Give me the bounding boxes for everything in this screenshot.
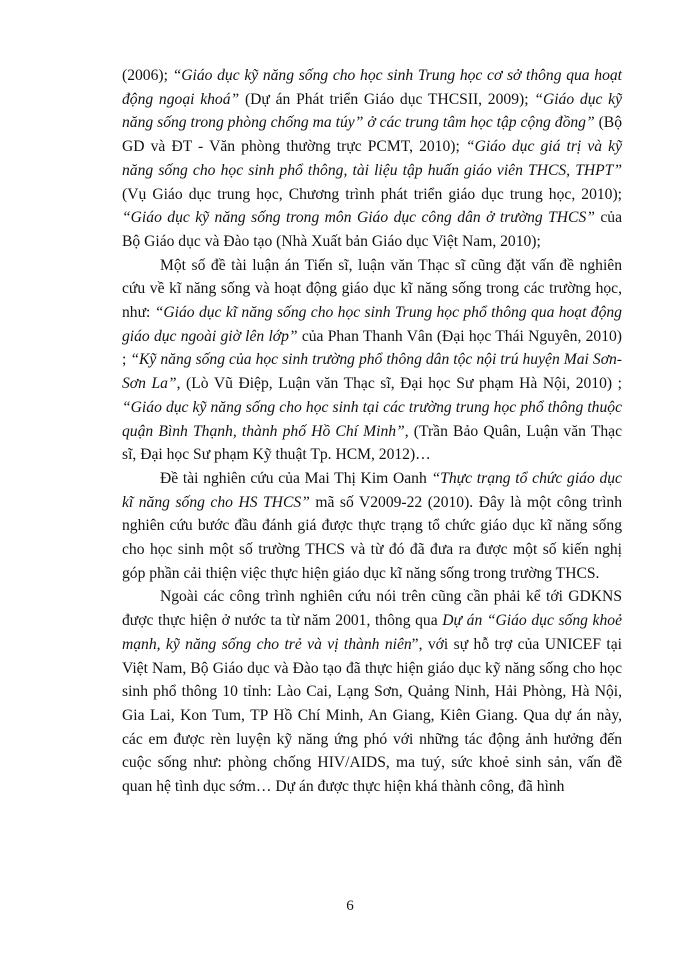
italic-text-run: “Giáo dục kỹ năng sống trong môn Giáo dục công dân ở trường THCS” <box>122 209 595 227</box>
italic-text-run: “Giáo dục kỹ năng sống trong phòng chống ma túy” ở các trung tâm học tập cộng đồng” <box>122 90 622 132</box>
italic-text-run: “Giáo dục giá trị và kỹ năng sống cho học sinh phổ thông, tài liệu tập huấn giáo viên THCS, THPT” <box>122 138 622 179</box>
text-run: (Bộ GD và ĐT - Văn phòng thường trực PCMT, 2010); <box>122 114 622 156</box>
paragraph <box>122 467 622 586</box>
paragraph <box>122 64 622 254</box>
paragraph <box>122 254 622 467</box>
italic-text-run: “Kỹ năng sống của học sinh trường phổ thông dân tộc nội trú huyện Mai Sơn- Sơn La” <box>122 351 623 393</box>
text-run: Đề tài nghiên cứu của Mai Thị Kim Oanh <box>160 469 432 487</box>
text-run: mã số V2009-22 (2010). Đây là một công trình nghiên cứu bước đầu đánh giá được thực trạng tổ chức giáo dục kĩ năng sống cho học sinh một số trường THCS và từ đó đã đưa ra được một số kiến nghị góp phần cải thiện việc thực hiện giáo dục kĩ năng sống trong trường THCS. <box>122 493 622 582</box>
italic-text-run: “Giáo dục kỹ năng sống cho học sinh tại các trường trung học phổ thông thuộc quận Bình Thạnh, thành phố Hồ Chí Minh” <box>122 398 622 440</box>
text-run: (2006); <box>122 67 173 84</box>
paragraph <box>122 585 622 798</box>
page-number: 6 <box>346 898 354 914</box>
body-text <box>122 64 622 799</box>
text-run: Ngoài các công trình nghiên cứu nói trên cũng cần phải kể tới GDKNS được thực hiện ở nước ta từ năm 2001, thông qua <box>122 588 622 630</box>
italic-text-run: Dự án “Giáo dục sống khoẻ mạnh, kỹ năng sống cho trẻ và vị thành niên <box>122 612 622 653</box>
text-run: của Bộ Giáo dục và Đào tạo (Nhà Xuất bản Giáo dục Việt Nam, 2010); <box>122 209 622 250</box>
text-run: của Phan Thanh Vân (Đại học Thái Nguyên, 2010) ; <box>122 327 622 369</box>
text-run: (Vụ Giáo dục trung học, Chương trình phát triển giáo dục trung học, 2010); <box>122 185 622 203</box>
text-run: ”, với sự hỗ trợ của UNICEF tại Việt Nam, Bộ Giáo dục và Đào tạo đã thực hiện giáo dục kỹ năng sống cho học sinh phổ thông 10 tỉnh: Lào Cai, Lạng Sơn, Quảng Ninh, Hải Phòng, Hà Nội, Gia Lai, Kon Tum, TP Hồ Chí Minh, An Giang, Kiên Giang. Qua dự án này, các em được rèn luyện kỹ năng ứng phó với những tác động ảnh hưởng đến cuộc sống như: phòng chống HIV/AIDS, ma tuý, sức khoẻ sinh sản, vấn đề quan hệ tình dục sớm… Dự án được thực hiện khá thành công, đã hình <box>122 635 622 796</box>
text-run: , (Trần Bảo Quân, Luận văn Thạc sĩ, Đại học Sư phạm Kỹ thuật Tp. HCM, 2012)… <box>122 422 622 464</box>
text-run: , (Lò Vũ Điệp, Luận văn Thạc sĩ, Đại học Sư phạm Hà Nội, 2010) ; <box>176 375 622 393</box>
italic-text-run: “Giáo dục kĩ năng sống cho học sinh Trung học phổ thông qua hoạt động giáo dục ngoài giờ lên lớp” <box>122 304 622 345</box>
text-run: (Dự án Phát triển Giáo dục THCSII, 2009); <box>239 90 535 108</box>
italic-text-run: “Thực trạng tổ chức giáo dục kĩ năng sống cho HS THCS” <box>122 469 622 511</box>
text-run: Một số đề tài luận án Tiến sĩ, luận văn Thạc sĩ cũng đặt vấn đề nghiên cứu về kĩ năng sống và hoạt động giáo dục kĩ năng sống trong các trường học, như: <box>122 256 622 322</box>
italic-text-run: “Giáo dục kỹ năng sống cho học sinh Trung học cơ sở thông qua hoạt động ngoại khoá” <box>122 67 622 108</box>
